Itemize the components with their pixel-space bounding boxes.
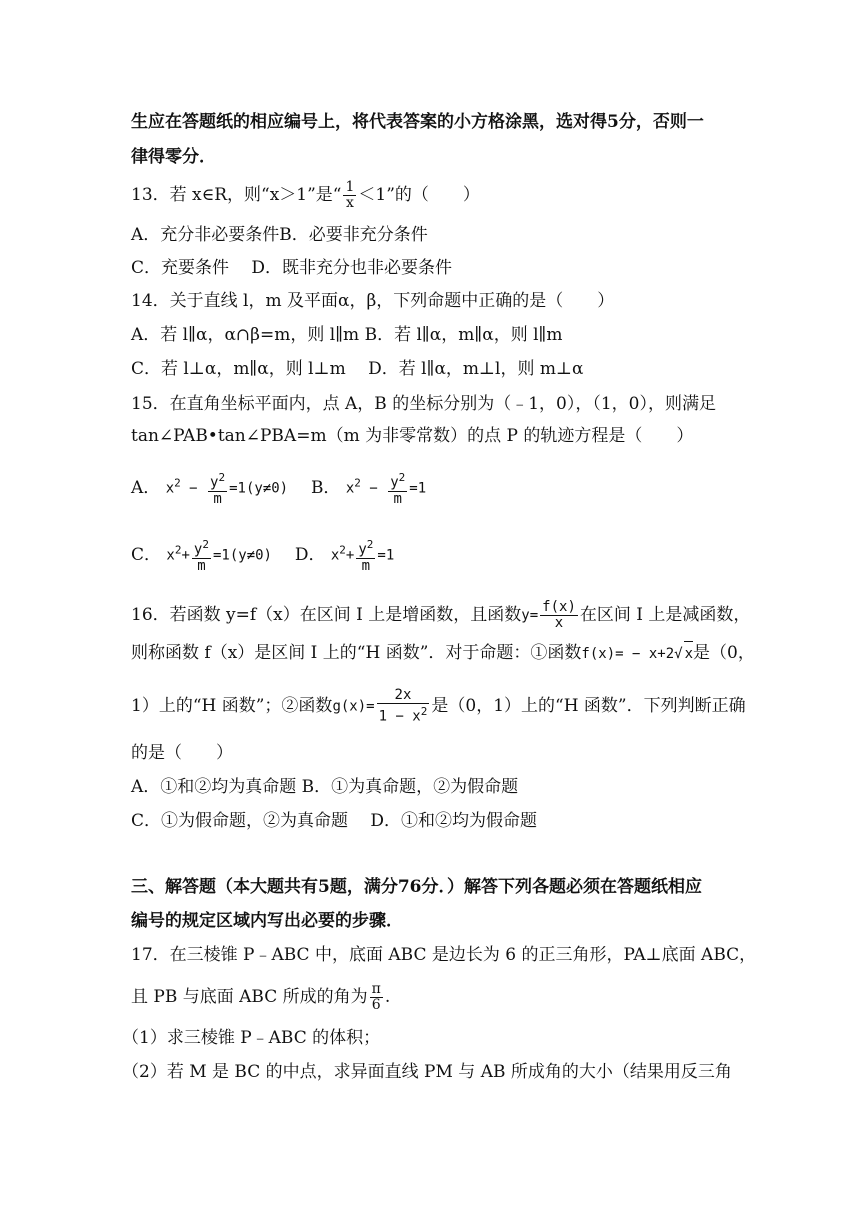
q14-option-c-d: C．若 l⊥α，m∥α，则 l⊥m D．若 l∥α，m⊥l，则 m⊥α xyxy=(131,359,584,379)
q17-line-1: 17．在三棱锥 P﹣ABC 中，底面 ABC 是边长为 6 的正三角形，PA⊥底面 ABC， xyxy=(131,945,757,965)
section-3-heading-2: 编号的规定区域内写出必要的步骤． xyxy=(131,911,403,931)
q17-line-2-post: . xyxy=(384,987,391,1007)
q13-option-a-b: A．充分非必要条件B．必要非充分条件 xyxy=(131,225,428,245)
q15-option-b-formula: $x^2$ − $\frac{y^2}{m}$ =1 xyxy=(345,471,427,507)
q16-line-3-post: 是（0，1）上的“H 函数”．下列判断正确 xyxy=(431,695,746,716)
q15-options-c-d xyxy=(131,537,394,574)
intro-line-1: 生应在答题纸的相应编号上，将代表答案的小方格涂黑，选对得5分，否则一 xyxy=(131,112,704,132)
q15-options-a-b xyxy=(131,470,426,507)
q16-line-1-pre: 16．若函数 y=f（x）在区间 I 上是增函数，且函数 xyxy=(131,605,522,625)
q15-a-label: A． xyxy=(131,477,161,498)
q14-stem: 14．关于直线 l，m 及平面α，β，下列命题中正确的是（ ） xyxy=(131,291,615,311)
q16-line-4: 的是（ ） xyxy=(131,743,233,763)
q15-option-a-formula: $x^2$ − $\frac{y^2}{m}$ =1(y≠0) xyxy=(165,471,289,507)
q17-angle-fraction: $\frac{\pi}{6}$ xyxy=(371,981,381,1013)
q15-option-d-formula: $x^2+$ $\frac{y^2}{m}$ =1 xyxy=(330,538,395,574)
q14-option-a-b: A．若 l∥α，α∩β=m，则 l∥m B．若 l∥α，m∥α，则 l∥m xyxy=(131,325,563,345)
section-3-heading-1: 三、解答题（本大题共有5题，满分76分．）解答下列各题必须在答题纸相应 xyxy=(131,877,702,897)
q13-stem-post: ＜1”的（ ） xyxy=(358,185,480,205)
q13-stem xyxy=(131,180,480,211)
q15-b-label: B． xyxy=(310,477,341,498)
q15-stem-2: tan∠PAB•tan∠PBA=m（m 为非零常数）的点 P 的轨迹方程是（ ） xyxy=(131,426,694,446)
q16-line-3 xyxy=(131,688,746,725)
q17-line-2-pre: 且 PB 与底面 ABC 所成的角为 xyxy=(131,987,368,1007)
q17-part-1: （1）求三棱锥 P﹣ABC 的体积； xyxy=(122,1028,381,1048)
q16-line-2-pre: 则称函数 f（x）是区间 I 上的“H 函数”．对于命题：①函数 xyxy=(131,643,582,663)
q16-line-2-post: 是（0， xyxy=(693,643,755,663)
q16-option-c-d: C．①为假命题，②为真命题 D．①和②均为假命题 xyxy=(131,811,538,831)
q16-f-formula: f(x)= − x+2√ x xyxy=(581,641,693,666)
q17-line-2 xyxy=(131,982,390,1013)
q17-part-2: （2）若 M 是 BC 的中点，求异面直线 PM 与 AB 所成角的大小（结果用反三角 xyxy=(122,1062,732,1082)
q13-option-c-d: C．充要条件 D．既非充分也非必要条件 xyxy=(131,258,453,278)
q15-d-label: D． xyxy=(294,544,326,565)
q16-line-1 xyxy=(131,600,750,631)
q15-c-label: C． xyxy=(131,544,162,565)
q16-line-2 xyxy=(131,641,755,666)
q16-y-formula: y= $\frac{f(x)}{x}$ xyxy=(521,599,576,631)
q15-option-c-formula: $x^2+$ $\frac{y^2}{m}$ =1(y≠0) xyxy=(166,538,272,574)
q13-frac-den: x xyxy=(345,195,354,211)
q13-frac-num: 1 xyxy=(345,179,355,195)
q16-line-3-pre: 1）上的“H 函数”；②函数 xyxy=(131,695,333,716)
intro-line-2: 律得零分． xyxy=(131,147,216,167)
q16-line-1-post: 在区间 I 上是减函数， xyxy=(579,605,751,625)
q13-fraction xyxy=(343,180,356,211)
q16-option-a-b: A．①和②均为真命题 B．①为真命题，②为假命题 xyxy=(131,777,519,797)
q13-stem-pre: 13．若 x∈R，则“x＞1”是“ xyxy=(131,185,342,205)
q15-stem-1: 15．在直角坐标平面内，点 A，B 的坐标分别为（﹣1，0），（1，0），则满足 xyxy=(131,394,716,414)
q16-g-formula: g(x)= $\frac{2x}{1 - x^2}$ xyxy=(332,687,428,725)
